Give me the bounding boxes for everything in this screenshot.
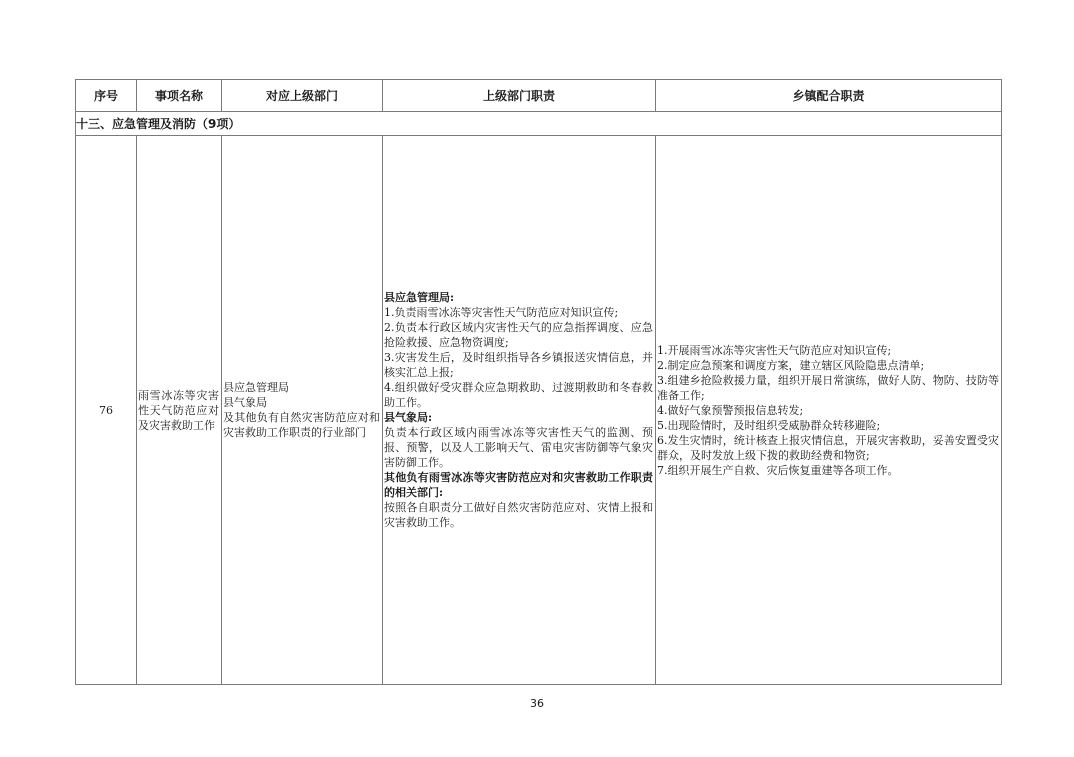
duty-text: 按照各自职责分工做好自然灾害防范应对、灾情上报和灾害救助工作。	[384, 501, 653, 529]
superior-dept-item: 及其他负有自然灾害防范应对和灾害救助工作职责的行业部门	[223, 411, 380, 439]
section-title: 十三、应急管理及消防（9项）	[76, 112, 1002, 136]
township-duty-item: 2.制定应急预案和调度方案，建立辖区风险隐患点清单;	[657, 358, 925, 372]
superior-dept-item: 县气象局	[223, 396, 267, 409]
township-duty-item: 6.发生灾情时，统计核查上报灾情信息，开展灾害救助，妥善安置受灾群众，及时发放上级下拨的救助经费和物资;	[657, 433, 999, 462]
header-township-duty: 乡镇配合职责	[656, 80, 1002, 112]
duty-heading-meteorology: 县气象局:	[384, 411, 433, 424]
header-item-name: 事项名称	[137, 80, 222, 112]
row-seq: 76	[76, 136, 137, 685]
duty-item: 4.组织做好受灾群众应急期救助、过渡期救助和冬春救助工作。	[384, 381, 653, 409]
township-duty-item: 7.组织开展生产自救、灾后恢复重建等各项工作。	[657, 463, 899, 477]
row-item-name: 雨雪冰冻等灾害性天气防范应对及灾害救助工作	[137, 136, 222, 685]
township-duty-item: 4.做好气象预警预报信息转发;	[657, 403, 804, 417]
duty-item: 2.负责本行政区域内灾害性天气的应急指挥调度、应急抢险救援、应急物资调度;	[384, 321, 653, 349]
header-seq: 序号	[76, 80, 137, 112]
township-duty-item: 3.组建乡抢险救援力量，组织开展日常演练，做好人防、物防、技防等准备工作;	[657, 373, 999, 402]
township-duty-item: 1.开展雨雪冰冻等灾害性天气防范应对知识宣传;	[657, 343, 892, 357]
duty-heading-emergency: 县应急管理局:	[384, 291, 455, 304]
header-superior-dept: 对应上级部门	[222, 80, 383, 112]
duty-heading-other-depts: 其他负有雨雪冰冻等灾害防范应对和灾害救助工作职责的相关部门:	[384, 471, 653, 499]
duty-table	[75, 79, 1002, 685]
row-superior-depts	[222, 136, 383, 685]
header-superior-duty: 上级部门职责	[383, 80, 656, 112]
township-duty-item: 5.出现险情时，及时组织受威胁群众转移避险;	[657, 418, 881, 432]
row-township-duty	[656, 136, 1002, 685]
section-row	[76, 112, 1002, 136]
duty-item: 3.灾害发生后，及时组织指导各乡镇报送灾情信息，并核实汇总上报;	[384, 351, 653, 379]
duty-item: 1.负责雨雪冰冻等灾害性天气防范应对知识宣传;	[384, 306, 619, 319]
header-row	[76, 80, 1002, 112]
superior-dept-item: 县应急管理局	[223, 381, 289, 394]
table-row	[76, 136, 1002, 685]
row-superior-duty	[383, 136, 656, 685]
duty-text: 负责本行政区域内雨雪冰冻等灾害性天气的监测、预报、预警，以及人工影响天气、雷电灾害防御等气象灾害防御工作。	[384, 426, 653, 469]
page-number: 36	[530, 697, 544, 710]
